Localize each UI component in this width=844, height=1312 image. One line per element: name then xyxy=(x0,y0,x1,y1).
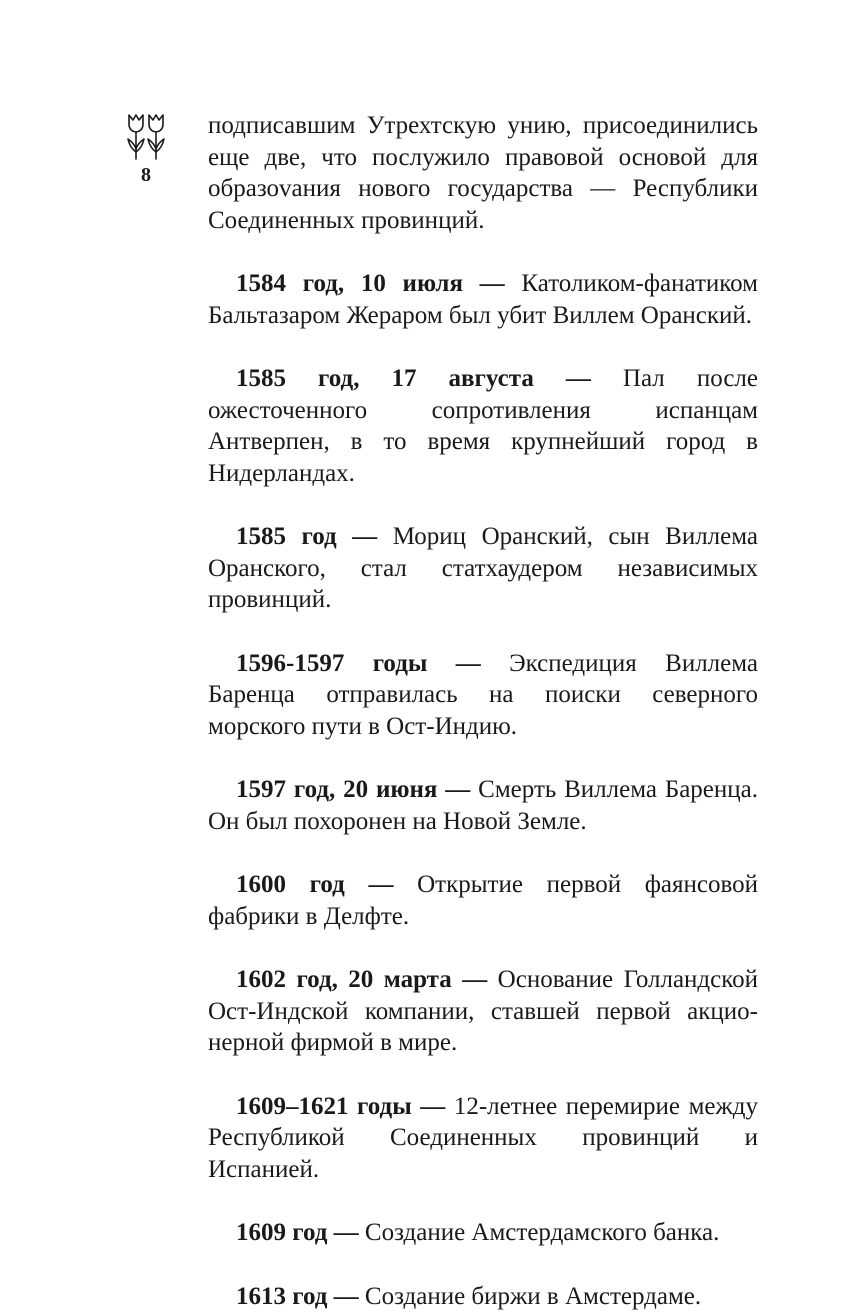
entry-date: 1585 год, 17 августа — xyxy=(236,365,591,392)
tulip-icon xyxy=(124,112,168,162)
entry-date: 1609 год — xyxy=(236,1219,359,1246)
entry-text: Пал после ожесточенного сопротивления испанцам Антверпен, в то время крупнейший город в Нидерландах. xyxy=(208,365,758,487)
entry-text: 12-летнее перемирие между Республикой Соединенных провинций и Испанией. xyxy=(208,1093,758,1183)
page-body xyxy=(208,110,758,1312)
timeline-entry xyxy=(208,268,758,331)
entry-date: 1609–1621 годы — xyxy=(236,1093,445,1120)
entry-date: 1584 год, 10 июля — xyxy=(236,270,505,297)
entry-text: Основание Голландской Ост-Индской компании, ставшей первой акционерной фирмой в мире. xyxy=(208,966,758,1056)
entry-date: 1613 год — xyxy=(236,1283,359,1310)
timeline-entry xyxy=(208,521,758,616)
entry-date: 1602 год, 20 марта — xyxy=(236,966,487,993)
entry-date: 1596-1597 годы — xyxy=(236,650,481,677)
entry-text: Католиком-фанатиком Бальтазаром Жераром был убит Виллем Оранский. xyxy=(208,270,758,329)
timeline-entry xyxy=(208,1091,758,1186)
timeline-entry xyxy=(208,774,758,837)
timeline-entry xyxy=(208,869,758,932)
entry-date: 1585 год — xyxy=(236,523,377,550)
entry-text: Смерть Виллема Баренца. Он был похоронен на Новой Земле. xyxy=(208,776,758,835)
intro-paragraph: подписавшим Утрехтскую унию, присоединились еще две, что послужило правовой основой для образоvания нового государства — Республики Соединенных провинций. xyxy=(208,110,758,236)
entry-text: Создание биржи в Амстердаме. xyxy=(359,1283,701,1310)
entry-text: Мориц Оранский, сын Виллема Оранского, стал статхаудером независимых провинций. xyxy=(208,523,758,613)
timeline-entry xyxy=(208,1217,758,1249)
timeline-entry xyxy=(208,648,758,743)
page-number: 8 xyxy=(118,164,174,187)
timeline-entry xyxy=(208,1281,758,1312)
page-folio xyxy=(118,112,174,187)
entry-text: Создание Амстердамского банка. xyxy=(359,1219,720,1246)
entry-text: Открытие первой фаянсовой фабрики в Делфте. xyxy=(208,871,758,930)
entry-date: 1597 год, 20 июня — xyxy=(236,776,470,803)
timeline-entry xyxy=(208,964,758,1059)
entry-date: 1600 год — xyxy=(236,871,393,898)
timeline-entry xyxy=(208,363,758,489)
entry-text: Экспедиция Виллема Баренца отправилась на поиски северного морского пути в Ост-Индию. xyxy=(208,650,758,740)
